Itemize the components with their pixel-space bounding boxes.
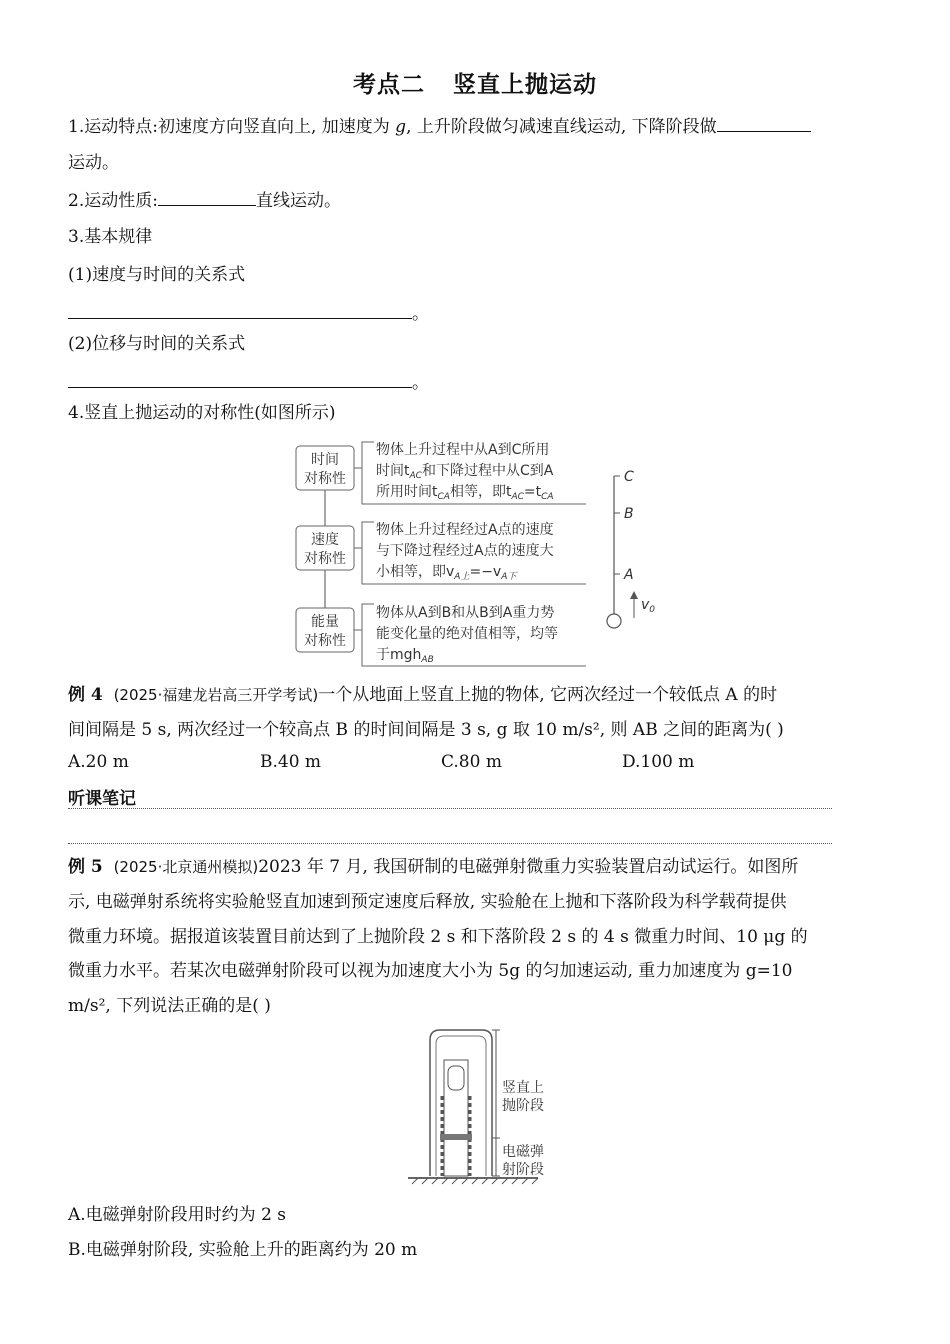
fill-blank-1[interactable] [717, 113, 811, 132]
velocity-time-label: (1)速度与时间的关系式 [68, 265, 246, 285]
fill-blank-velocity[interactable] [68, 300, 412, 319]
fill-blank-displacement[interactable] [68, 369, 412, 388]
example4-choice-d[interactable]: D.100 m [622, 752, 695, 772]
velocity-text-3: 小相等，即$v_{A上}=-v_{A下}$ [376, 564, 517, 582]
energy-text-1: 物体从A到B和从B到A重力势 [376, 605, 555, 621]
upthrow-label-2: 抛阶段 [502, 1098, 544, 1114]
label-a: A [624, 567, 634, 583]
ejection-label-1: 电磁弹 [502, 1144, 544, 1160]
ball [607, 614, 621, 628]
carrier [440, 1134, 472, 1140]
section-name: 竖直上抛运动 [453, 71, 597, 98]
label-b: B [624, 506, 634, 522]
section-number: 考点二 [353, 71, 425, 98]
example4-choice-c[interactable]: C.80 m [441, 752, 502, 772]
velocity-text-2: 与下降过程经过A点的速度大 [376, 543, 554, 559]
example4-line2: 间间隔是 5 s, 两次经过一个较高点 B 的时间间隔是 3 s, g 取 10 m/s², 则 AB 之间的距离为( ) [68, 720, 784, 740]
time-text-1: 物体上升过程中从A到C所用 [376, 442, 550, 458]
example4-label: 例 4 [68, 685, 103, 705]
example5-label: 例 5 [68, 857, 103, 877]
box2-line1: 速度 [311, 532, 339, 548]
ejection-device-figure [404, 1026, 564, 1190]
example5-line3: 微重力环境。据报道该装置目前达到了上抛阶段 2 s 和下落阶段 2 s 的 4 s 微重力时间、10 μg 的 [68, 927, 808, 947]
v0-arrowhead [630, 591, 638, 599]
experiment-capsule [448, 1066, 464, 1090]
box3-line1: 能量 [311, 614, 339, 630]
notes-line-1[interactable] [68, 808, 832, 809]
velocity-formula-line: 。 [68, 300, 429, 327]
example5-choice-b[interactable]: B.电磁弹射阶段, 实验舱上升的距离约为 20 m [68, 1240, 418, 1260]
velocity-text-1: 物体上升过程经过A点的速度 [376, 522, 554, 538]
box2-line2: 对称性 [304, 551, 346, 567]
ground-hatch [412, 1178, 538, 1184]
fill-blank-2[interactable] [158, 187, 256, 206]
time-text-3: 所用时间$t_{CA}$相等，即$t_{AC}=t_{CA}$ [376, 484, 554, 502]
example5-line2: 示, 电磁弹射系统将实验舱竖直加速到预定速度后释放, 实验舱在上抛和下落阶段为科学载荷提供 [68, 892, 787, 912]
example5-choice-a[interactable]: A.电磁弹射阶段用时约为 2 s [68, 1205, 287, 1225]
energy-text-2: 能变化量的绝对值相等，均等 [376, 626, 558, 642]
example5-line4: 微重力水平。若某次电磁弹射阶段可以视为加速度大小为 5g 的匀加速运动, 重力加速度为 g=10 [68, 961, 793, 981]
example5-line1: 例 5 (2025·北京通州模拟)2023 年 7 月, 我国研制的电磁弹射微重力实验装置启动试运行。如图所 [68, 857, 799, 877]
example4-source: (2025·福建龙岩高三开学考试) [113, 686, 319, 704]
energy-text-3: 于mgh$_{AB}$ [376, 647, 434, 665]
basic-laws-heading: 3.基本规律 [68, 227, 153, 247]
label-c: C [624, 469, 634, 485]
section-title [0, 66, 950, 99]
example4-choice-b[interactable]: B.40 m [260, 752, 322, 772]
example4-choice-a[interactable]: A.20 m [68, 752, 129, 772]
motion-feature-line1: 1.运动特点:初速度方向竖直向上, 加速度为 g, 上升阶段做匀减速直线运动, 下降阶段做 [68, 113, 811, 140]
time-text-2: 时间$t_{AC}$和下降过程中从C到A [376, 463, 554, 481]
example5-source: (2025·北京通州模拟) [113, 858, 259, 876]
notes-line-2[interactable] [68, 843, 832, 844]
box1-line2: 对称性 [304, 471, 346, 487]
label-v0: $v_0$ [641, 597, 656, 615]
example4-line1: 例 4 (2025·福建龙岩高三开学考试)一个从地面上竖直上抛的物体, 它两次经过一个较低点 A 的时 [68, 685, 778, 705]
example5-line5: m/s², 下列说法正确的是( ) [68, 996, 271, 1016]
displacement-time-label: (2)位移与时间的关系式 [68, 334, 246, 354]
displacement-formula-line: 。 [68, 369, 429, 396]
upthrow-label-1: 竖直上 [502, 1080, 544, 1096]
ejection-label-2: 射阶段 [502, 1162, 544, 1178]
box1-line1: 时间 [311, 452, 339, 468]
motion-nature: 2.运动性质: 直线运动。 [68, 187, 341, 214]
symmetry-diagram [290, 436, 670, 672]
device-outer-frame [430, 1030, 492, 1176]
notes-label: 听课笔记 [68, 789, 136, 809]
box3-line2: 对称性 [304, 633, 346, 649]
motion-feature-line2: 运动。 [68, 153, 119, 173]
symmetry-heading: 4.竖直上抛运动的对称性(如图所示) [68, 403, 336, 423]
